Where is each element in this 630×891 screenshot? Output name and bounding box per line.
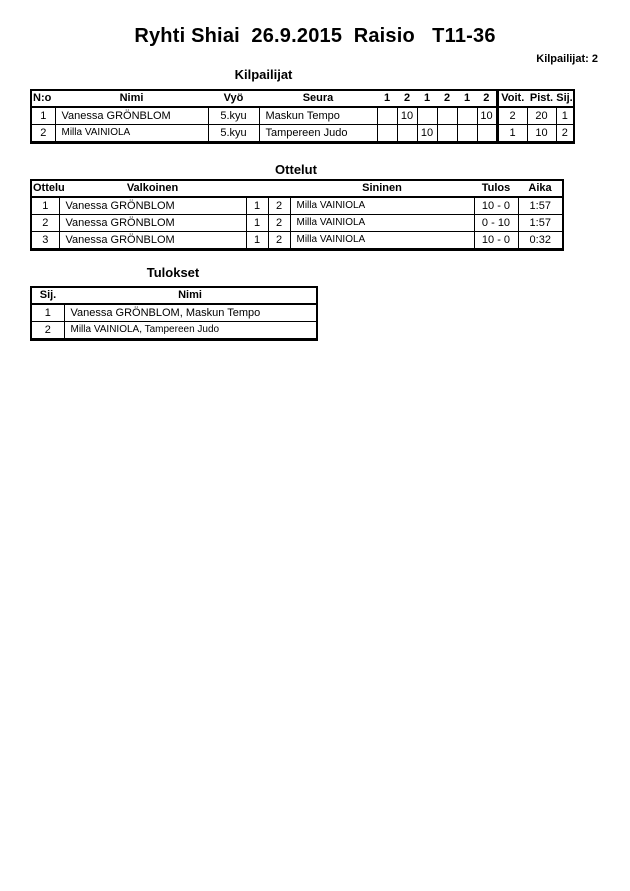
cell-valkoinen: Vanessa GRÖNBLOM: [59, 215, 246, 232]
col-header-pist: Pist.: [527, 90, 556, 107]
section-heading-tulokset: Tulokset: [146, 265, 200, 280]
col-header-num2: [268, 180, 290, 197]
cell-aika: 1:57: [518, 215, 563, 232]
col-header-voit: Voit.: [497, 90, 527, 107]
cell-valkoinen: Vanessa GRÖNBLOM: [59, 197, 246, 215]
cell-voit: 1: [497, 125, 527, 143]
col-header-score-4: 2: [437, 90, 457, 107]
table-row: [31, 322, 317, 340]
col-header-score-5: 1: [457, 90, 477, 107]
table-row: [31, 107, 574, 125]
col-header-sij: Sij.: [31, 287, 64, 304]
cell-sininen: Milla VAINIOLA: [290, 232, 474, 250]
cell-sij: 1: [556, 107, 574, 125]
col-header-seura: Seura: [259, 90, 377, 107]
col-header-score-3: 1: [417, 90, 437, 107]
cell-ottelu: 1: [31, 197, 59, 215]
kilpailijat-table: [30, 89, 575, 144]
cell-tulos: 10 - 0: [474, 232, 518, 250]
col-header-aika: Aika: [518, 180, 563, 197]
col-header-sij: Sij.: [556, 90, 574, 107]
col-header-score-1: 1: [377, 90, 397, 107]
cell-aika: 0:32: [518, 232, 563, 250]
cell-ottelu: 2: [31, 215, 59, 232]
cell-score-1: [377, 107, 397, 125]
cell-vyo: 5.kyu: [208, 125, 259, 143]
section-heading-kilpailijat: Kilpailijat: [234, 67, 293, 82]
col-header-num1: [246, 180, 268, 197]
table-row: [31, 232, 563, 250]
cell-tulos: 10 - 0: [474, 197, 518, 215]
cell-seura: Maskun Tempo: [259, 107, 377, 125]
cell-pist: 20: [527, 107, 556, 125]
cell-score-6: [477, 125, 497, 143]
cell-sij: 1: [31, 304, 64, 322]
table-row: [31, 304, 317, 322]
cell-num1: 1: [246, 232, 268, 250]
col-header-tulos: Tulos: [474, 180, 518, 197]
cell-sij: 2: [556, 125, 574, 143]
section-heading-ottelut: Ottelut: [275, 162, 317, 177]
cell-nimi: Milla VAINIOLA: [55, 125, 208, 143]
cell-score-5: [457, 107, 477, 125]
col-header-valkoinen: Valkoinen: [59, 180, 246, 197]
cell-num2: 2: [268, 232, 290, 250]
cell-num1: 1: [246, 197, 268, 215]
cell-score-3: [417, 107, 437, 125]
col-header-nimi: Nimi: [64, 287, 317, 304]
cell-voit: 2: [497, 107, 527, 125]
cell-ottelu: 3: [31, 232, 59, 250]
cell-score-4: [437, 125, 457, 143]
col-header-score-6: 2: [477, 90, 497, 107]
ottelut-header-row: [31, 180, 563, 197]
cell-score-3: 10: [417, 125, 437, 143]
col-header-sininen: Sininen: [290, 180, 474, 197]
cell-nimi: Milla VAINIOLA, Tampereen Judo: [64, 322, 317, 340]
page-title: Ryhti Shiai 26.9.2015 Raisio T11-36: [134, 25, 496, 47]
cell-no: 1: [31, 107, 55, 125]
cell-num2: 2: [268, 197, 290, 215]
tulokset-table: [30, 286, 318, 341]
tulokset-header-row: [31, 287, 317, 304]
cell-sininen: Milla VAINIOLA: [290, 215, 474, 232]
cell-no: 2: [31, 125, 55, 143]
cell-num2: 2: [268, 215, 290, 232]
cell-sij: 2: [31, 322, 64, 340]
table-row: [31, 125, 574, 143]
kilpailijat-header-row: [31, 90, 574, 107]
col-header-nimi: Nimi: [55, 90, 208, 107]
table-row: [31, 215, 563, 232]
cell-nimi: Vanessa GRÖNBLOM: [55, 107, 208, 125]
competitor-count-label: Kilpailijat: 2: [536, 53, 598, 65]
cell-score-4: [437, 107, 457, 125]
col-header-no: N:o: [31, 90, 55, 107]
cell-sininen: Milla VAINIOLA: [290, 197, 474, 215]
cell-score-2: 10: [397, 107, 417, 125]
cell-nimi: Vanessa GRÖNBLOM, Maskun Tempo: [64, 304, 317, 322]
cell-score-1: [377, 125, 397, 143]
col-header-ottelu: Ottelu: [31, 180, 59, 197]
ottelut-table: [30, 179, 564, 251]
cell-score-6: 10: [477, 107, 497, 125]
cell-score-5: [457, 125, 477, 143]
cell-valkoinen: Vanessa GRÖNBLOM: [59, 232, 246, 250]
cell-num1: 1: [246, 215, 268, 232]
cell-pist: 10: [527, 125, 556, 143]
cell-seura: Tampereen Judo: [259, 125, 377, 143]
cell-vyo: 5.kyu: [208, 107, 259, 125]
cell-aika: 1:57: [518, 197, 563, 215]
col-header-score-2: 2: [397, 90, 417, 107]
table-row: [31, 197, 563, 215]
col-header-vyo: Vyö: [208, 90, 259, 107]
cell-score-2: [397, 125, 417, 143]
cell-tulos: 0 - 10: [474, 215, 518, 232]
